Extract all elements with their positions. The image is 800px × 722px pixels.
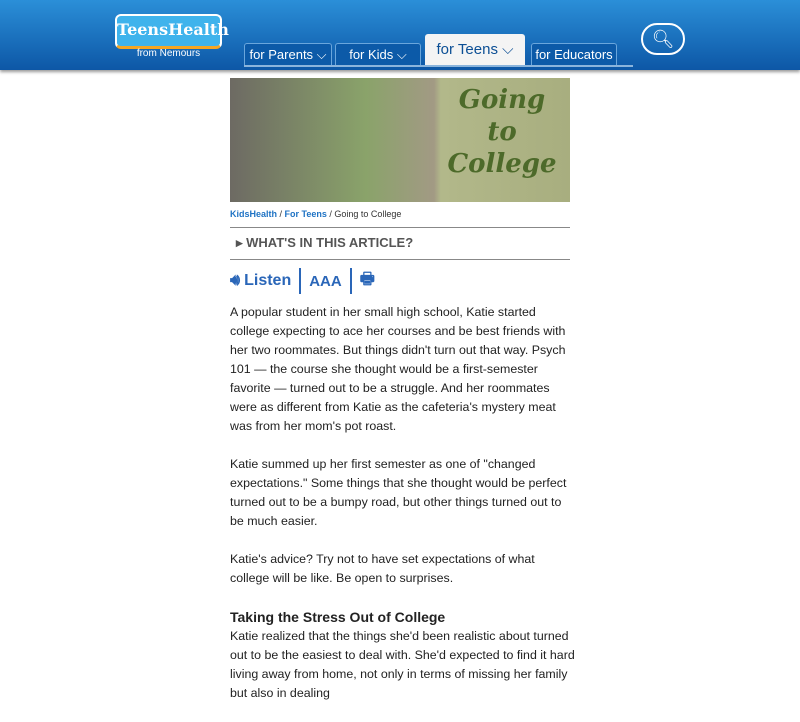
logo-subtitle: from Nemours: [136, 48, 201, 59]
text-size-button[interactable]: AAA: [309, 272, 342, 290]
paragraph: Katie's advice? Try not to have set expectations of what college will be like. Be open to surprises.: [230, 552, 535, 585]
tab-for-teens[interactable]: for Teens ⌵: [425, 34, 525, 66]
section-heading: Taking the Stress Out of College: [230, 609, 446, 625]
hero-title: Going to College: [447, 85, 557, 179]
search-icon: 🔍︎: [651, 29, 675, 49]
breadcrumb-home[interactable]: KidsHealth: [230, 209, 278, 219]
paragraph: A popular student in her small high school, Katie started college expecting to ace her courses and be best friends with her two roommates. But things didn't turn out that way. Psych 101 — the course she thought would be a first-semester favorite — turned out to be a struggle. And her roommates were as different from Katie as the cafeteria's mystery meat was from her mom's pot roast.: [230, 305, 566, 433]
search-button[interactable]: [641, 23, 685, 55]
teenshealth-logo[interactable]: TeensHealth: [115, 14, 222, 49]
article-tools: [230, 268, 375, 294]
tab-for-kids[interactable]: for Kids ⌵: [335, 43, 421, 66]
paragraph: Katie realized that the things she'd been realistic about turned out to be the easiest to deal with. She'd expected to find it hard living away from home, not only in terms of missing her family but also in dealing: [230, 629, 575, 700]
tab-underline: [244, 65, 633, 67]
tab-for-educators[interactable]: for Educators: [531, 43, 617, 66]
tab-for-parents[interactable]: for Parents ⌵: [244, 43, 332, 66]
breadcrumb-current: Going to College: [334, 209, 402, 219]
print-icon[interactable]: 🖶︎: [359, 270, 375, 288]
separator: [350, 268, 352, 294]
toc-toggle[interactable]: ▸ WHAT'S IN THIS ARTICLE?: [236, 235, 414, 250]
article-body: [230, 303, 575, 722]
site-header: [0, 0, 800, 70]
paragraph: Katie summed up her first semester as one of "changed expectations." Some things that she thought would be perfect turned out to be a bumpy road, but other things turned out to be much easier.: [230, 457, 567, 528]
listen-button[interactable]: Listen: [244, 272, 292, 289]
breadcrumb: KidsHealth / For Teens / Going to College: [230, 209, 402, 219]
separator: [299, 268, 301, 294]
speaker-icon[interactable]: 🔊︎: [230, 272, 241, 289]
divider: [230, 259, 570, 260]
breadcrumb-section[interactable]: For Teens: [284, 209, 327, 219]
divider: [230, 227, 570, 228]
